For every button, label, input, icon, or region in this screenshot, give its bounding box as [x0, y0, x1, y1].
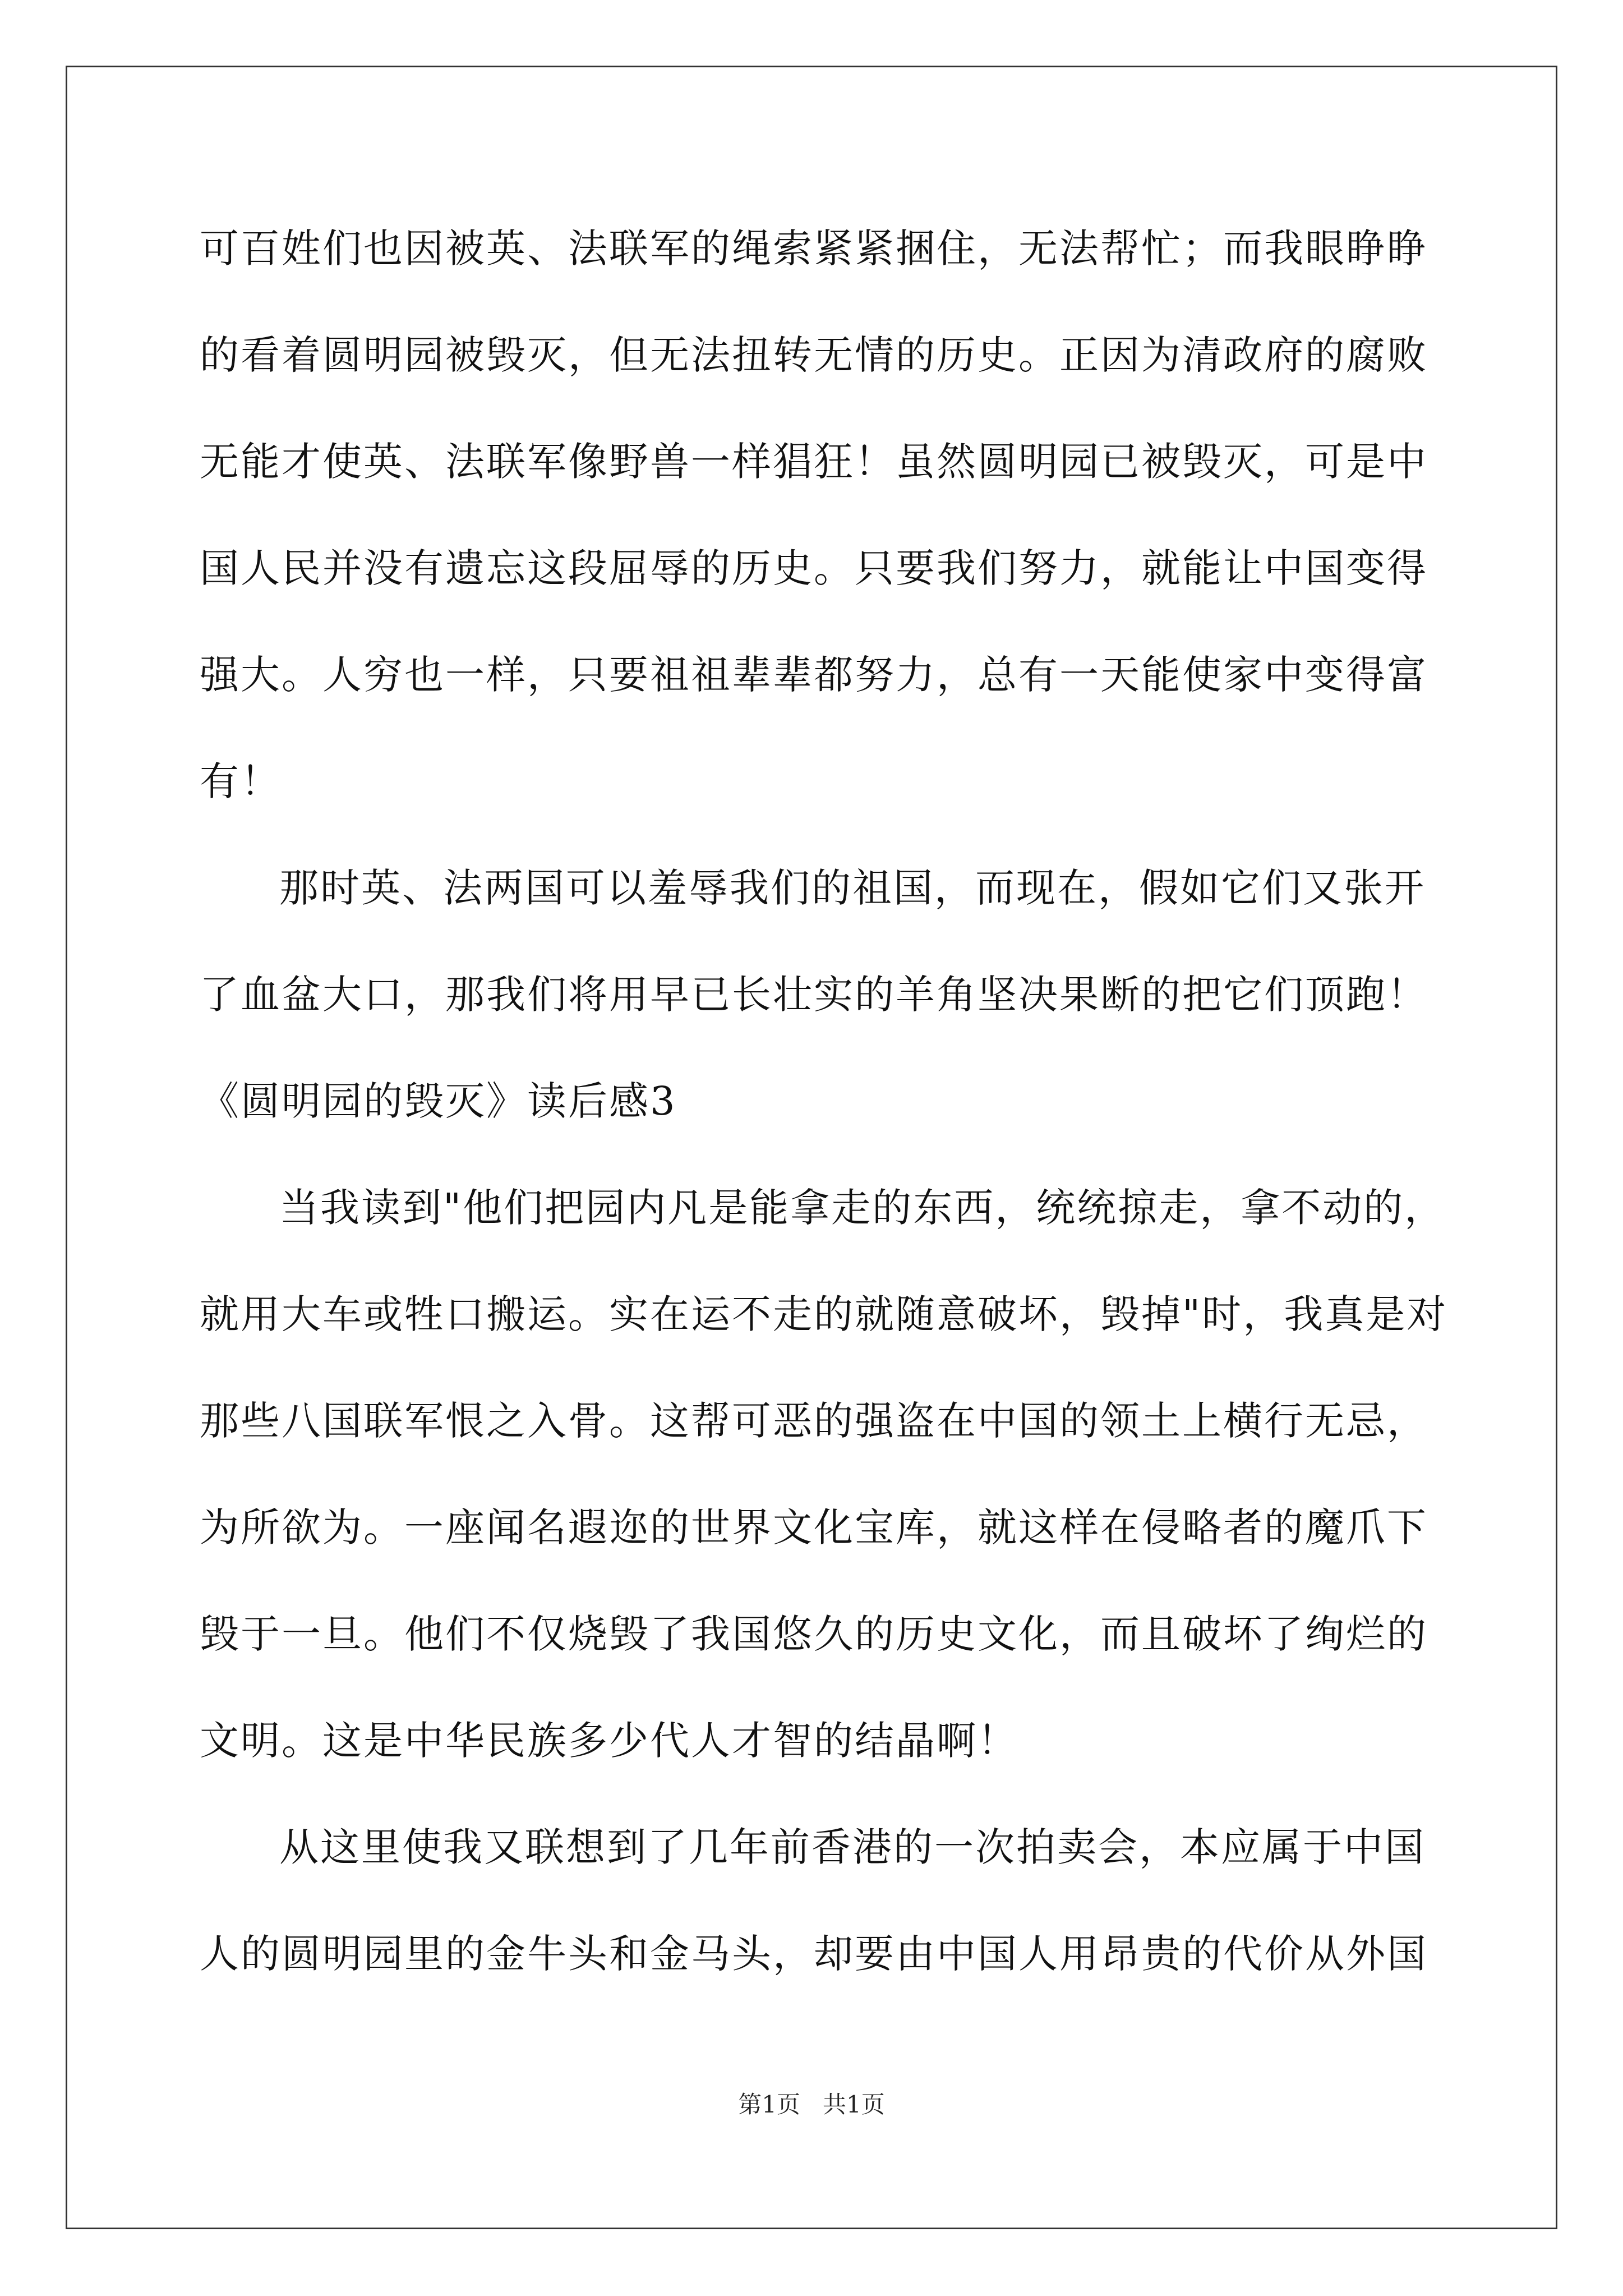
- text-line: 为所欲为。一座闻名遐迩的世界文化宝库，就这样在侵略者的魔爪下: [200, 1504, 1428, 1550]
- text-line: 的看着圆明园被毁灭，但无法扭转无情的历史。正因为清政府的腐败: [200, 332, 1428, 378]
- text-line: 文明。这是中华民族多少代人才智的结晶啊！: [200, 1718, 1018, 1764]
- text-line: 那时英、法两国可以羞辱我们的祖国，而现在，假如它们又张开: [279, 865, 1426, 911]
- text-line: 了血盆大口，那我们将用早已长壮实的羊角坚决果断的把它们顶跑！: [200, 972, 1428, 1018]
- section-heading: 《圆明园的毁灭》读后感3: [200, 1078, 677, 1124]
- text-line: 毁于一旦。他们不仅烧毁了我国悠久的历史文化，而且破坏了绚烂的: [200, 1611, 1428, 1657]
- text-line: 有！: [200, 758, 282, 804]
- text-line: 当我读到"他们把园内凡是能拿走的东西，统统掠走，拿不动的，: [279, 1185, 1446, 1231]
- text-line: 从这里使我又联想到了几年前香港的一次拍卖会，本应属于中国: [279, 1824, 1426, 1870]
- text-line: 强大。人穷也一样，只要祖祖辈辈都努力，总有一天能使家中变得富: [200, 652, 1428, 698]
- page-border: [66, 66, 1557, 2229]
- text-line: 就用大车或牲口搬运。实在运不走的就随意破坏，毁掉"时，我真是对: [200, 1291, 1448, 1337]
- text-line: 国人民并没有遗忘这段屈辱的历史。只要我们努力，就能让中国变得: [200, 545, 1428, 591]
- text-line: 那些八国联军恨之入骨。这帮可恶的强盗在中国的领土上横行无忌，: [200, 1398, 1428, 1444]
- text-line: 无能才使英、法联军像野兽一样猖狂！虽然圆明园已被毁灭，可是中: [200, 439, 1428, 485]
- text-line: 人的圆明园里的金牛头和金马头，却要由中国人用昂贵的代价从外国: [200, 1931, 1428, 1977]
- page-number-footer: 第1页 共1页: [738, 2091, 885, 2118]
- text-line: 可百姓们也因被英、法联军的绳索紧紧捆住，无法帮忙；而我眼睁睁: [200, 226, 1428, 272]
